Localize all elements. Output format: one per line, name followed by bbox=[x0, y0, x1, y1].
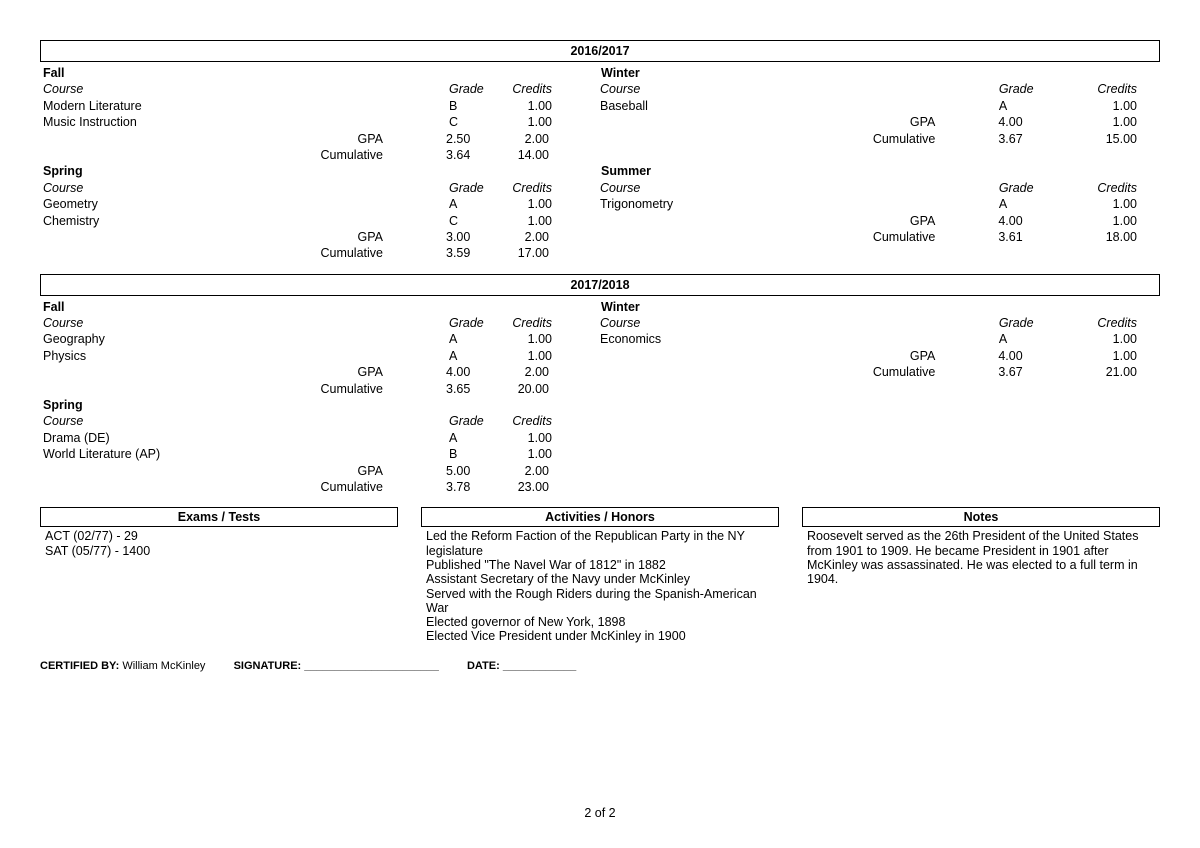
activities-box bbox=[421, 507, 779, 645]
certified-by-label: CERTIFIED BY: bbox=[40, 660, 120, 672]
year-block bbox=[40, 40, 1160, 262]
course-grade: A bbox=[449, 197, 458, 212]
course-row bbox=[40, 114, 598, 130]
gpa-credits: 2.00 bbox=[524, 131, 549, 146]
cumulative-value: 3.67 bbox=[998, 365, 1023, 380]
header-course: Course bbox=[43, 180, 84, 195]
gpa-value: 3.00 bbox=[446, 229, 471, 244]
header-credits: Credits bbox=[1097, 316, 1137, 331]
header-course: Course bbox=[600, 180, 641, 195]
course-credits: 1.00 bbox=[1112, 332, 1137, 347]
header-grade: Grade bbox=[449, 316, 484, 331]
cumulative-value: 3.64 bbox=[446, 147, 471, 162]
cumulative-value: 3.59 bbox=[446, 246, 471, 261]
term-title: Summer bbox=[601, 164, 652, 179]
term-winter bbox=[598, 299, 1156, 381]
gpa-row bbox=[40, 364, 598, 380]
course-grade: C bbox=[449, 213, 459, 228]
header-credits: Credits bbox=[1097, 180, 1137, 195]
term-headers bbox=[598, 180, 1156, 196]
cumulative-label: Cumulative bbox=[320, 479, 383, 494]
course-row bbox=[40, 446, 598, 462]
exam-item: SAT (05/77) - 1400 bbox=[45, 543, 151, 558]
cumulative-row bbox=[40, 245, 598, 261]
course-name: Modern Literature bbox=[43, 98, 142, 113]
gpa-label: GPA bbox=[357, 131, 383, 146]
gpa-value: 4.00 bbox=[998, 348, 1023, 363]
notes-title: Notes bbox=[802, 507, 1160, 527]
gpa-credits: 1.00 bbox=[1112, 348, 1137, 363]
activity-item: Assistant Secretary of the Navy under McKinley bbox=[426, 572, 691, 587]
course-name: Geometry bbox=[43, 197, 98, 212]
course-name: Baseball bbox=[600, 98, 648, 113]
year-block bbox=[40, 274, 1160, 496]
course-grade: C bbox=[449, 115, 459, 130]
activity-item: Led the Reform Faction of the Republican Party in the NY legislature bbox=[426, 529, 745, 558]
cumulative-value: 3.65 bbox=[446, 381, 471, 396]
header-credits: Credits bbox=[512, 82, 552, 97]
transcript-page bbox=[40, 40, 1160, 646]
terms-grid bbox=[40, 299, 1160, 496]
term-winter bbox=[598, 65, 1156, 147]
course-name: Drama (DE) bbox=[43, 430, 110, 445]
date-label: DATE: bbox=[466, 660, 500, 672]
header-grade: Grade bbox=[998, 316, 1034, 331]
gpa-label: GPA bbox=[357, 365, 383, 380]
cumulative-row bbox=[40, 381, 598, 397]
header-grade: Grade bbox=[449, 414, 484, 429]
gpa-credits: 2.00 bbox=[524, 229, 549, 244]
header-credits: Credits bbox=[512, 414, 552, 429]
right-column bbox=[598, 299, 1156, 381]
activity-item: Published "The Navel War of 1812" in 1882 bbox=[426, 557, 666, 572]
cumulative-credits: 20.00 bbox=[517, 381, 549, 396]
cumulative-label: Cumulative bbox=[320, 381, 383, 396]
gpa-credits: 2.00 bbox=[524, 365, 549, 380]
cumulative-label: Cumulative bbox=[320, 246, 383, 261]
term-title: Spring bbox=[43, 398, 83, 413]
activity-item: Elected Vice President under McKinley in 1900 bbox=[426, 629, 686, 644]
course-grade: A bbox=[449, 430, 458, 445]
gpa-label: GPA bbox=[357, 463, 383, 478]
gpa-row bbox=[598, 348, 1156, 364]
gpa-row bbox=[598, 114, 1156, 130]
course-name: Trigonometry bbox=[600, 197, 674, 212]
gpa-value: 2.50 bbox=[446, 131, 471, 146]
cumulative-row bbox=[40, 479, 598, 495]
cumulative-credits: 18.00 bbox=[1105, 229, 1137, 244]
exam-item: ACT (02/77) - 29 bbox=[45, 529, 138, 544]
header-credits: Credits bbox=[512, 316, 552, 331]
spacer-row bbox=[598, 147, 1156, 163]
course-row bbox=[40, 196, 598, 212]
gpa-label: GPA bbox=[909, 115, 936, 130]
cumulative-credits: 23.00 bbox=[517, 479, 549, 494]
course-row bbox=[40, 98, 598, 114]
gpa-credits: 1.00 bbox=[1112, 115, 1137, 130]
term-title: Fall bbox=[43, 66, 65, 80]
course-credits: 1.00 bbox=[527, 447, 552, 462]
cumulative-credits: 17.00 bbox=[517, 246, 549, 261]
info-boxes bbox=[40, 507, 1160, 645]
activity-item: Elected governor of New York, 1898 bbox=[426, 615, 626, 630]
header-course: Course bbox=[600, 316, 641, 331]
course-name: Geography bbox=[43, 332, 105, 347]
cumulative-value: 3.78 bbox=[446, 479, 471, 494]
course-grade: A bbox=[998, 332, 1008, 347]
cumulative-label: Cumulative bbox=[872, 131, 936, 146]
year-header: 2017/2018 bbox=[40, 274, 1160, 296]
course-row bbox=[40, 331, 598, 347]
gpa-row bbox=[40, 463, 598, 479]
term-title: Winter bbox=[601, 299, 640, 314]
activity-item: Served with the Rough Riders during the Spanish-American War bbox=[426, 586, 757, 615]
term-spring bbox=[40, 397, 598, 495]
certification-line bbox=[40, 660, 576, 672]
gpa-credits: 1.00 bbox=[1112, 213, 1137, 228]
signature-label: SIGNATURE: bbox=[233, 660, 302, 672]
cumulative-label: Cumulative bbox=[320, 147, 383, 162]
course-grade: A bbox=[449, 332, 458, 347]
gpa-row bbox=[40, 131, 598, 147]
course-name: Chemistry bbox=[43, 213, 100, 228]
course-row bbox=[598, 98, 1156, 114]
course-name: Music Instruction bbox=[43, 115, 137, 130]
course-grade: A bbox=[998, 197, 1008, 212]
course-name: Economics bbox=[600, 332, 662, 347]
signature-line: ______________________ bbox=[304, 660, 439, 672]
left-column bbox=[40, 299, 598, 496]
left-column bbox=[40, 65, 598, 262]
header-grade: Grade bbox=[998, 180, 1034, 195]
date-line: ____________ bbox=[502, 660, 577, 672]
cumulative-credits: 15.00 bbox=[1105, 131, 1137, 146]
gpa-row bbox=[598, 213, 1156, 229]
header-course: Course bbox=[600, 82, 641, 97]
header-credits: Credits bbox=[512, 180, 552, 195]
course-row bbox=[40, 348, 598, 364]
exams-list bbox=[40, 527, 398, 560]
gpa-label: GPA bbox=[909, 348, 936, 363]
header-grade: Grade bbox=[449, 180, 484, 195]
gpa-label: GPA bbox=[909, 213, 936, 228]
term-summer bbox=[598, 163, 1156, 245]
cumulative-label: Cumulative bbox=[872, 229, 936, 244]
header-course: Course bbox=[43, 414, 84, 429]
course-credits: 1.00 bbox=[1112, 197, 1137, 212]
notes-text: Roosevelt served as the 26th President of the United States from 1901 to 1909. He became President in 1901 after McKinley was assassinated. He was elected to a full term in 1904. bbox=[807, 529, 1139, 587]
term-headers bbox=[40, 81, 598, 97]
term-spring bbox=[40, 163, 598, 261]
cumulative-value: 3.67 bbox=[998, 131, 1023, 146]
header-course: Course bbox=[43, 82, 84, 97]
right-column bbox=[598, 65, 1156, 245]
header-credits: Credits bbox=[1097, 82, 1137, 97]
term-title: Spring bbox=[43, 164, 83, 179]
course-credits: 1.00 bbox=[527, 98, 552, 113]
header-grade: Grade bbox=[998, 82, 1034, 97]
gpa-credits: 2.00 bbox=[524, 463, 549, 478]
activities-title: Activities / Honors bbox=[421, 507, 779, 527]
course-name: World Literature (AP) bbox=[43, 447, 161, 462]
gpa-value: 4.00 bbox=[998, 213, 1023, 228]
cumulative-row bbox=[598, 229, 1156, 245]
cumulative-label: Cumulative bbox=[872, 365, 936, 380]
course-credits: 1.00 bbox=[527, 115, 552, 130]
course-row bbox=[40, 430, 598, 446]
year-header: 2016/2017 bbox=[40, 40, 1160, 62]
term-title: Fall bbox=[43, 299, 65, 314]
gpa-value: 5.00 bbox=[446, 463, 471, 478]
header-grade: Grade bbox=[449, 82, 484, 97]
certified-by-name: William McKinley bbox=[122, 660, 206, 672]
course-name: Physics bbox=[43, 348, 87, 363]
cumulative-credits: 21.00 bbox=[1105, 365, 1137, 380]
cumulative-row bbox=[40, 147, 598, 163]
gpa-label: GPA bbox=[357, 229, 383, 244]
cumulative-row bbox=[598, 131, 1156, 147]
term-headers bbox=[40, 180, 598, 196]
course-credits: 1.00 bbox=[1112, 98, 1137, 113]
cumulative-row bbox=[598, 364, 1156, 380]
term-headers bbox=[40, 413, 598, 429]
course-grade: B bbox=[449, 98, 458, 113]
page-number: 2 of 2 bbox=[584, 806, 616, 820]
course-credits: 1.00 bbox=[527, 348, 552, 363]
gpa-value: 4.00 bbox=[446, 365, 471, 380]
term-fall bbox=[40, 65, 598, 163]
gpa-row bbox=[40, 229, 598, 245]
course-row bbox=[598, 196, 1156, 212]
exams-box bbox=[40, 507, 398, 645]
course-credits: 1.00 bbox=[527, 213, 552, 228]
cumulative-value: 3.61 bbox=[998, 229, 1023, 244]
terms-grid bbox=[40, 65, 1160, 262]
course-row bbox=[40, 213, 598, 229]
course-grade: A bbox=[449, 348, 458, 363]
course-credits: 1.00 bbox=[527, 332, 552, 347]
course-credits: 1.00 bbox=[527, 197, 552, 212]
notes-box bbox=[802, 507, 1160, 645]
course-row bbox=[598, 331, 1156, 347]
course-grade: A bbox=[998, 98, 1008, 113]
gpa-value: 4.00 bbox=[998, 115, 1023, 130]
term-title: Winter bbox=[601, 66, 640, 80]
activities-list bbox=[421, 527, 779, 645]
header-course: Course bbox=[43, 316, 84, 331]
cumulative-credits: 14.00 bbox=[517, 147, 549, 162]
course-credits: 1.00 bbox=[527, 430, 552, 445]
course-grade: B bbox=[449, 447, 458, 462]
exams-title: Exams / Tests bbox=[40, 507, 398, 527]
term-headers bbox=[40, 315, 598, 331]
term-headers bbox=[598, 81, 1156, 97]
term-fall bbox=[40, 299, 598, 397]
term-headers bbox=[598, 315, 1156, 331]
